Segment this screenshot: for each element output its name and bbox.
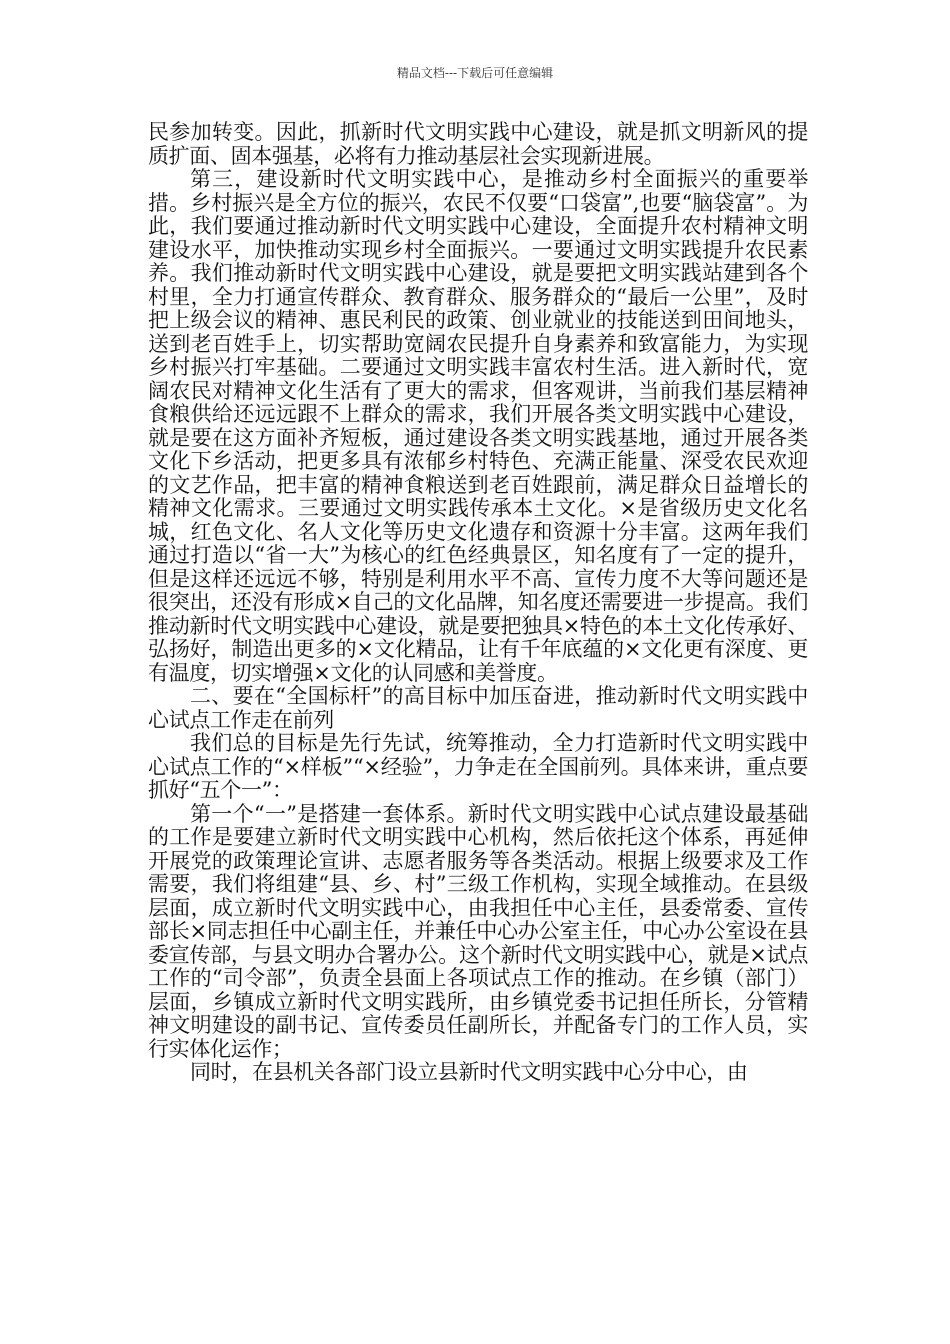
paragraph: 第一个“一”是搭建一套体系。新时代文明实践中心试点建设最基础的工作是要建立新时代文明实践中心机构，然后依托这个体系，再延伸开展党的政策理论宣讲、志愿者服务等各类活动。根据上级要求及工作需要，我们将组建“县、乡、村”三级工作机构，实现全域推动。在县级层面，成立新时代文明实践中心，由我担任中心主任，县委常委、宣传部长×同志担任中心副主任，并兼任中心办公室主任，中心办公室设在县委宣传部，与县文明办合署办公。这个新时代文明实践中心，就是×试点工作的“司令部”，负责全县面上各项试点工作的推动。在乡镇（部门）层面，乡镇成立新时代文明实践所，由乡镇党委书记担任所长，分管精神文明建设的副书记、宣传委员任副所长，并配备专门的工作人员，实行实体化运作；: [148, 801, 808, 1061]
paragraph: 第三，建设新时代文明实践中心，是推动乡村全面振兴的重要举措。乡村振兴是全方位的振兴，农民不仅要“口袋富”,也要“脑袋富”。为此，我们要通过推动新时代文明实践中心建设，全面提升农村精神文明建设水平，加快推动实现乡村全面振兴。一要通过文明实践提升农民素养。我们推动新时代文明实践中心建设，就是要把文明实践站建到各个村里，全力打通宣传群众、教育群众、服务群众的“最后一公里”，及时把上级会议的精神、惠民利民的政策、创业就业的技能送到田间地头，送到老百姓手上，切实帮助宽阔农民提升自身素养和致富能力，为实现乡村振兴打牢基础。二要通过文明实践丰富农村生活。进入新时代，宽阔农民对精神文化生活有了更大的需求，但客观讲，当前我们基层精神食粮供给还远远跟不上群众的需求，我们开展各类文明实践中心建设，就是要在这方面补齐短板，通过建设各类文明实践基地，通过开展各类文化下乡活动，把更多具有浓郁乡村特色、充满正能量、深受农民欢迎的文艺作品，把丰富的精神食粮送到老百姓跟前，满足群众日益增长的精神文化需求。三要通过文明实践传承本土文化。×是省级历史文化名城，红色文化、名人文化等历史文化遗存和资源十分丰富。这两年我们通过打造以“省一大”为核心的红色经典景区，知名度有了一定的提升，但是这样还远远不够，特别是利用水平不高、宣传力度不大等问题还是很突出，还没有形成×自己的文化品牌，知名度还需要进一步提高。我们推动新时代文明实践中心建设，就是要把独具×特色的本土文化传承好、弘扬好，制造出更多的×文化精品，让有千年底蕴的×文化更有深度、更有温度，切实增强×文化的认同感和美誉度。: [148, 167, 808, 685]
paragraph: 民参加转变。因此，抓新时代文明实践中心建设，就是抓文明新风的提质扩面、固本强基，必将有力推动基层社会实现新进展。: [148, 120, 808, 168]
page-header: 精品文档---下载后可任意编辑: [396, 66, 554, 80]
section-heading: 二、要在“全国标杆”的高目标中加压奋进，推动新时代文明实践中心试点工作走在前列: [148, 684, 808, 732]
paragraph: 我们总的目标是先行先试，统筹推动，全力打造新时代文明实践中心试点工作的“×样板”“×经验”，力争走在全国前列。具体来讲，重点要抓好“五个一”：: [148, 731, 808, 802]
paragraph: 同时，在县机关各部门设立县新时代文明实践中心分中心，由: [190, 1060, 748, 1084]
document-body: [148, 121, 808, 1085]
